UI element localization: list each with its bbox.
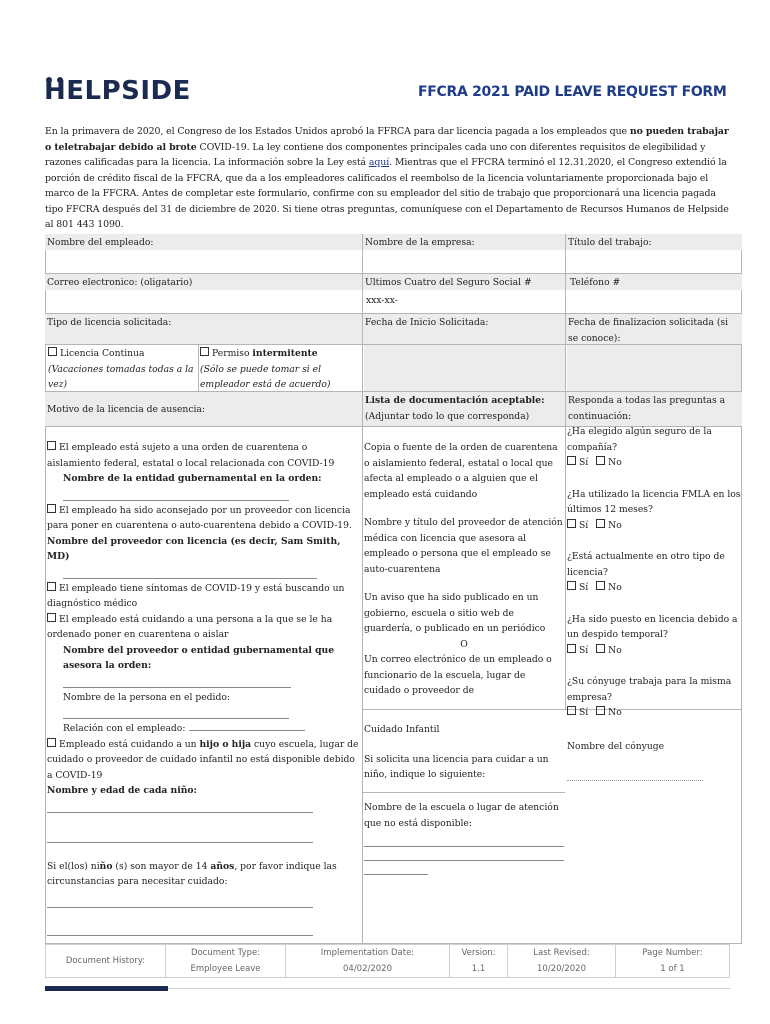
logo-text: HELPSIDE (44, 76, 191, 106)
reason-provider-advised[interactable] (47, 503, 361, 565)
reasons-list (47, 440, 361, 940)
doc-public-notice: Un aviso que ha sido publicado en un gobierno, escuela o sitio web de guardería, o publicado en un periódico (364, 592, 546, 634)
reason-3-checkbox[interactable] (47, 582, 56, 591)
q5-yes-checkbox[interactable] (567, 706, 576, 715)
child-care-question: Si solicita una licencia para cuidar a un niño, indique lo siguiente: (364, 753, 549, 780)
spouse-name-field[interactable] (567, 769, 703, 781)
school-field-1[interactable] (364, 835, 564, 847)
intro-text-2: COVID-19. La ley contiene dos componentes principales cada uno con diferentes requisitos de elegibilidad y razones calificadas para la licencia. La información sobre la Ley está (45, 141, 706, 168)
q3-answer (567, 580, 741, 596)
reason-2-text: El empleado ha sido aconsejado por un proveedor con licencia para poner en cuarentena o auto-cuarentena debido a COVID-19. (47, 504, 352, 531)
doc-or: O (460, 638, 468, 650)
circumstance-field-2[interactable] (47, 924, 313, 936)
child-note-a: Si el(los) ni (47, 860, 100, 872)
docs-header-note: (Adjuntar todo lo que corresponda) (365, 410, 530, 422)
child-field-2[interactable] (47, 831, 313, 843)
company-name-label: Nombre de la empresa: (363, 234, 565, 250)
question-fmla: ¿Ha utilizado la licencia FMLA en los últimos 12 meses? (567, 488, 741, 515)
spouse-section (567, 739, 741, 799)
child-note-b: ño (99, 860, 113, 872)
reason-5-text-c: cuyo escuela, lugar de cuidado o proveedor de cuidado infantil no está disponible debido a COVID-19 (47, 738, 359, 781)
phone-input[interactable] (567, 291, 741, 313)
school-field-3[interactable] (364, 863, 428, 875)
email-input[interactable] (46, 291, 362, 313)
ssn-input[interactable]: xxx-xx- (366, 295, 398, 306)
reason-1-text: El empleado está sujeto a una orden de cuarentena o aislamiento federal, estatal o local relacionada con COVID-19 (47, 442, 335, 469)
job-title-label: Título del trabajo: (566, 234, 742, 250)
reason-5-text-a: Empleado está cuidando a un (59, 738, 200, 750)
continuous-checkbox[interactable] (48, 347, 57, 356)
grid-line (362, 234, 363, 944)
employee-name-label: Nombre del empleado: (45, 234, 362, 250)
footer-history-label: Document History: (65, 956, 146, 966)
phone-label: Teléfono # (566, 274, 742, 290)
doc-quarantine-order: Copia o fuente de la orden de cuarentena o aislamiento federal, estatal o local que afecta al empleado o a alguien que el empleado está cuidando (364, 442, 558, 500)
reason-2-sub-label: Nombre del proveedor con licencia (es decir, Sam Smith, MD) (47, 535, 341, 562)
end-date-input[interactable] (567, 345, 741, 391)
footer-impl (286, 945, 450, 977)
footer-revised (508, 945, 616, 977)
q4-yes-checkbox[interactable] (567, 644, 576, 653)
question-other-leave: ¿Está actualmente en otro tipo de licencia? (567, 551, 725, 578)
q2-no-label: No (608, 519, 622, 531)
footer-history (46, 945, 166, 977)
continuous-option[interactable] (46, 345, 198, 391)
q5-yes-label: Sí (579, 707, 589, 718)
q4-yes-label: Sí (579, 644, 589, 656)
question-insurance: ¿Ha elegido algún seguro de la compañía? (567, 426, 712, 453)
company-name-input[interactable] (364, 251, 565, 273)
intro-paragraph (45, 124, 730, 233)
q5-no-label: No (608, 707, 622, 718)
docs-header-title: Lista de documentación aceptable: (365, 395, 545, 406)
reason-4-person-label: Nombre de la persona en el pedido: (63, 691, 230, 703)
child-field-1[interactable] (47, 801, 313, 813)
q4-no-checkbox[interactable] (596, 644, 605, 653)
question-spouse: ¿Su cónyuge trabaja para la misma empresa? (567, 676, 732, 703)
footer-revised-value: 10/20/2020 (537, 964, 586, 974)
footer-accent-bar (45, 986, 168, 991)
footer-page-value: 1 of 1 (660, 964, 685, 974)
questions-list (567, 424, 741, 718)
q3-no-checkbox[interactable] (596, 581, 605, 590)
footer-page (616, 945, 729, 977)
leave-request-form (45, 234, 742, 944)
school-section (364, 800, 564, 940)
reason-1-field[interactable] (63, 489, 289, 501)
grid-line (45, 313, 742, 314)
reason-2-field[interactable] (63, 567, 317, 579)
intro-bold: no pueden trabajar o teletrabajar debido al brote (45, 126, 729, 153)
footer-version-label: Version: (461, 948, 496, 958)
reason-caring-person[interactable] (47, 612, 361, 643)
intro-text-3: . Mientras que el FFCRA terminó el 12.31.2020, el Congreso extendió la porción de crédito fiscal de la FFCRA, que da a los empleadores calificados el reembolso de la licencia voluntariamente proporcionada bajo el marco de la FFCRA. Antes de completar este formulario, confirme con su empleador del sitio de trabajo que proporcionará una licencia pagada tipo FFCRA después del 31 de diciembre de 2020. Si tiene otras preguntas, comuníquese con el Departamento de Recursos Humanos de Helpside al 801 443 1090. (45, 157, 729, 230)
child-note-c: (s) son mayor de 14 (112, 860, 211, 872)
grid-line (45, 391, 742, 392)
reason-child-care[interactable] (47, 737, 361, 784)
docs-list (364, 440, 564, 708)
intro-text-1: En la primavera de 2020, el Congreso de los Estados Unidos aprobó la FFRCA para dar licencia pagada a los empleados que (45, 126, 630, 137)
reason-4-person-field[interactable] (63, 707, 289, 719)
circumstance-field-1[interactable] (47, 896, 313, 908)
doc-provider-name: Nombre y título del proveedor de atención médica con licencia que asesora al empleado o persona que el empleado se auto-cuarentena (364, 517, 563, 575)
q4-no-label: No (608, 644, 622, 656)
start-date-input[interactable] (364, 345, 565, 391)
reason-1-sub-label: Nombre de la entidad gubernamental en la orden: (63, 473, 322, 484)
footer-type-value: Employee Leave (190, 964, 261, 974)
doc-email: Un correo electrónico de un empleado o funcionario de la escuela, lugar de cuidado o proveedor de (364, 654, 552, 696)
form-title: FFCRA 2021 PAID LEAVE REQUEST FORM (418, 84, 727, 100)
start-date-label: Fecha de Inicio Solicitada: (363, 314, 565, 344)
q1-no-label: No (608, 457, 622, 468)
spouse-name-label: Nombre del cónyuge (567, 741, 665, 752)
q4-answer (567, 643, 741, 659)
child-note-d: años (210, 860, 235, 872)
child-over-14-note (47, 859, 361, 890)
intermittent-option[interactable] (198, 345, 362, 391)
reason-4-relation-label: Relación con el empleado: (63, 723, 186, 734)
helpside-logo (44, 68, 214, 108)
child-care-header: Cuidado Infantil (364, 724, 440, 735)
question-layoff: ¿Ha sido puesto en licencia debido a un despido temporal? (567, 613, 738, 640)
q1-yes-label: Sí (579, 457, 589, 468)
employee-name-input[interactable] (46, 251, 362, 273)
footer-version-value: 1.1 (471, 964, 486, 974)
intermittent-label: Permiso (212, 348, 253, 359)
school-name-label: Nombre de la escuela o lugar de atención que no está disponible: (364, 802, 559, 829)
q2-yes-label: Sí (579, 519, 589, 531)
footer-rule (168, 988, 730, 989)
end-date-label: Fecha de finalizacion solicitada (si se conoce): (566, 314, 742, 344)
reason-5-checkbox[interactable] (47, 738, 56, 747)
q2-yes-checkbox[interactable] (567, 519, 576, 528)
footer-version (450, 945, 508, 977)
email-label: Correo electronico: (oligatario) (45, 274, 362, 290)
document-footer (45, 944, 730, 978)
q5-answer (567, 705, 741, 721)
q3-yes-label: Sí (579, 582, 589, 593)
reason-4-field[interactable] (63, 676, 291, 688)
reason-3-text: El empleado tiene síntomas de COVID-19 y está buscando un diagnóstico médico (47, 582, 345, 609)
reason-2-checkbox[interactable] (47, 504, 56, 513)
reason-4-text: El empleado está cuidando a una persona a la que se le ha ordenado poner en cuarentena o aislar (47, 613, 333, 640)
footer-impl-value: 04/02/2020 (343, 964, 392, 974)
intermittent-note: (Sólo se puede tomar si el empleador está de acuerdo) (200, 363, 331, 390)
reasons-header: Motivo de la licencia de ausencia: (45, 392, 362, 426)
grid-line (198, 345, 199, 391)
reason-4-relation-field[interactable] (189, 721, 305, 731)
continuous-label: Licencia Continua (60, 348, 145, 359)
child-note-e: , por favor indique las circunstancias para necesitar cuidado: (47, 860, 337, 887)
law-info-link[interactable]: aquí (368, 157, 390, 168)
footer-impl-label: Implementation Date: (320, 948, 415, 958)
continuous-note: (Vacaciones tomadas todas a la vez) (48, 363, 194, 390)
child-care-section (364, 722, 564, 792)
q3-yes-checkbox[interactable] (567, 581, 576, 590)
reason-5-sub-label: Nombre y edad de cada niño: (47, 785, 197, 796)
leave-type-label: Tipo de licencia solicitada: (45, 314, 362, 344)
q2-no-checkbox[interactable] (596, 519, 605, 528)
reason-4-checkbox[interactable] (47, 613, 56, 622)
grid-line (565, 234, 566, 709)
q2-answer (567, 518, 741, 534)
grid-line (363, 792, 565, 793)
ssn-label: Ultimos Cuatro del Seguro Social # (363, 274, 565, 290)
intermittent-checkbox[interactable] (200, 347, 209, 356)
grid-line (45, 344, 742, 345)
reason-4-sub-label: Nombre del proveedor o entidad gubernamental que asesora la orden: (63, 644, 335, 671)
grid-line (45, 273, 742, 274)
footer-type (166, 945, 286, 977)
reason-quarantine-order[interactable] (47, 440, 361, 471)
q1-yes-checkbox[interactable] (567, 456, 576, 465)
reason-5-text-b: hijo o hija (199, 738, 252, 750)
questions-header: Responda a todas las preguntas a continuación: (566, 392, 742, 426)
reason-symptoms[interactable] (47, 581, 361, 612)
q5-no-checkbox[interactable] (596, 706, 605, 715)
reason-1-checkbox[interactable] (47, 441, 56, 450)
q1-no-checkbox[interactable] (596, 456, 605, 465)
footer-page-label: Page Number: (642, 948, 703, 958)
q3-no-label: No (608, 582, 622, 593)
q1-answer (567, 455, 741, 471)
footer-revised-label: Last Revised: (533, 948, 590, 958)
intermittent-label-bold: intermitente (252, 348, 318, 359)
footer-type-label: Document Type: (190, 948, 261, 958)
school-field-2[interactable] (364, 849, 564, 861)
docs-header (363, 392, 565, 426)
job-title-input[interactable] (567, 251, 741, 273)
